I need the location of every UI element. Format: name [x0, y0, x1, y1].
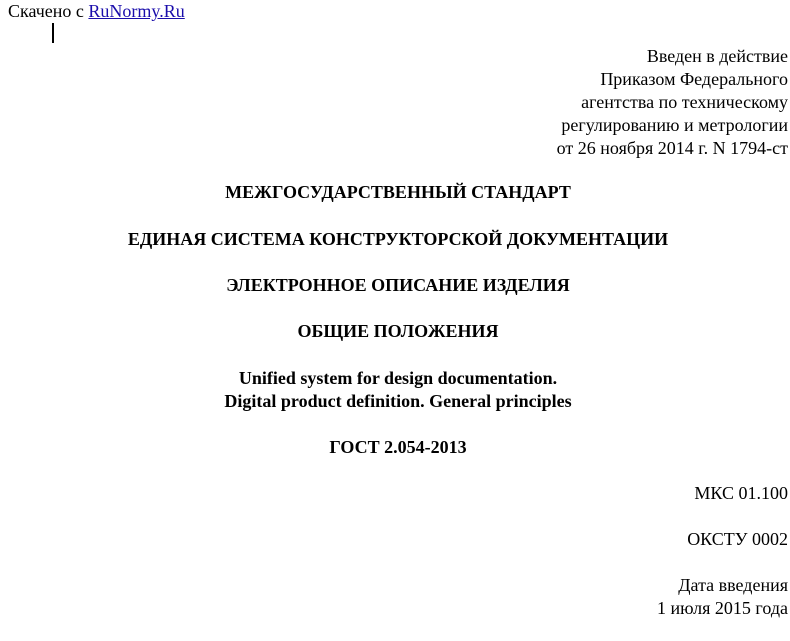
- system-heading: ЕДИНАЯ СИСТЕМА КОНСТРУКТОРСКОЙ ДОКУМЕНТАЦИИ: [127, 229, 669, 249]
- mks-code: МКС 01.100: [694, 483, 788, 503]
- enactment-block: [557, 45, 788, 160]
- english-title-line-2: Digital product definition. General principles: [224, 391, 572, 411]
- enactment-line: Приказом Федерального: [600, 69, 788, 89]
- enactment-line: агентства по техническому: [581, 92, 788, 112]
- part-heading: ОБЩИЕ ПОЛОЖЕНИЯ: [297, 321, 499, 341]
- enactment-line: Введен в действие: [646, 46, 788, 66]
- source-prefix: Скачено с: [8, 1, 89, 21]
- english-title-line-1: Unified system for design documentation.: [238, 368, 558, 388]
- effective-date-value: 1 июля 2015 года: [657, 598, 788, 618]
- standard-designation: ГОСТ 2.054-2013: [329, 437, 467, 457]
- source-link[interactable]: RuNormy.Ru: [88, 1, 185, 21]
- subject-heading: ЭЛЕКТРОННОЕ ОПИСАНИЕ ИЗДЕЛИЯ: [226, 275, 570, 295]
- okstu-code: ОКСТУ 0002: [687, 529, 788, 549]
- enactment-line: регулированию и метрологии: [561, 115, 788, 135]
- text-cursor: [52, 23, 54, 43]
- effective-date-label: Дата введения: [678, 575, 788, 595]
- standard-type-heading: МЕЖГОСУДАРСТВЕННЫЙ СТАНДАРТ: [225, 182, 571, 202]
- enactment-line: от 26 ноября 2014 г. N 1794-ст: [556, 138, 788, 158]
- source-note: [8, 1, 185, 22]
